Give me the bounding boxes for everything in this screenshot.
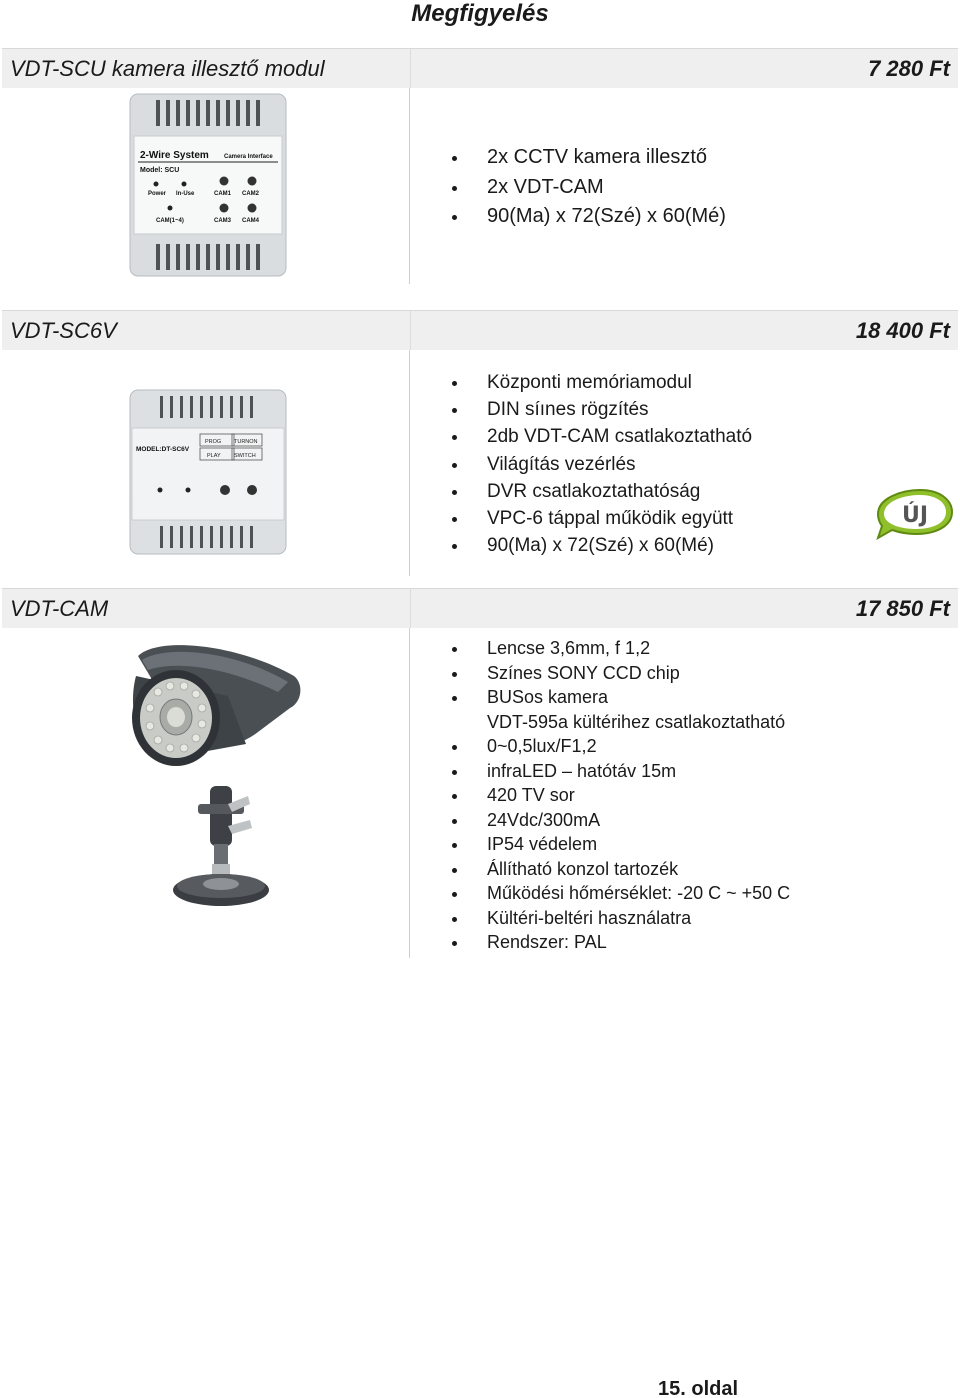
spec-item: Működési hőmérséklet: -20 C ~ +50 C <box>452 881 790 906</box>
spec-item: DIN síınes rögzítés <box>452 396 752 423</box>
spec-item: VPC-6 táppal működik együtt <box>452 505 752 532</box>
spec-item: Lencse 3,6mm, f 1,2 <box>452 636 790 661</box>
product-price: 7 280 Ft <box>868 56 950 81</box>
product-header-sc6v <box>2 310 958 350</box>
spec-item: infraLED – hatótáv 15m <box>452 759 790 784</box>
product-name: VDT-SCU kamera illesztő modul <box>10 56 325 81</box>
scu-label-cam1: CAM1 <box>214 191 232 197</box>
scu-label-cam3: CAM3 <box>214 218 232 224</box>
product-price: 17 850 Ft <box>855 596 950 621</box>
scu-module-image <box>128 92 288 278</box>
scu-label-subtitle: Camera Interface <box>224 154 273 160</box>
product-header-cam <box>2 588 958 628</box>
spec-item: Kültéri-beltéri használatra <box>452 906 790 931</box>
spec-item: 90(Ma) x 72(Szé) x 60(Mé) <box>452 202 726 232</box>
camera-image <box>118 636 308 936</box>
scu-label-inuse: In-Use <box>176 191 195 197</box>
spec-item-continued: VDT-595a kültérihez csatlakoztatható <box>487 711 786 732</box>
sc6v-label-play: PLAY <box>207 453 221 459</box>
spec-item: Állítható konzol tartozék <box>452 857 790 882</box>
product-header-scu <box>2 48 958 88</box>
new-badge-text: ÚJ <box>901 503 929 528</box>
spec-list-scu <box>452 143 726 232</box>
scu-label-camrange: CAM(1~4) <box>156 218 184 224</box>
spec-item: 2x CCTV kamera illesztő <box>452 143 726 173</box>
header-divider <box>410 49 411 88</box>
page-number: 15. oldal <box>658 1378 739 1398</box>
spec-item: 420 TV sor <box>452 783 790 808</box>
spec-item: 0~0,5lux/F1,2 <box>452 734 790 759</box>
scu-label-cam4: CAM4 <box>242 218 260 224</box>
spec-item: Színes SONY CCD chip <box>452 661 790 686</box>
spec-item: IP54 védelem <box>452 832 790 857</box>
spec-item: DVR csatlakoztathatóság <box>452 478 752 505</box>
spec-item: 2x VDT-CAM <box>452 173 726 203</box>
scu-label-model: Model: SCU <box>140 167 180 174</box>
sc6v-label-switch: SWITCH <box>234 453 256 459</box>
sc6v-label-model: MODEL:DT-SC6V <box>136 446 190 453</box>
page-title: Megfigyelés <box>411 0 549 27</box>
spec-list-cam <box>452 636 790 955</box>
column-divider <box>409 628 410 958</box>
spec-item: 2db VDT-CAM csatlakoztatható <box>452 423 752 450</box>
sc6v-label-prog: PROG <box>205 439 222 445</box>
new-badge <box>868 486 956 542</box>
spec-item: Világítás vezérlés <box>452 451 752 478</box>
scu-label-system: 2-Wire System <box>140 150 209 161</box>
column-divider <box>409 88 410 284</box>
spec-item: BUSos kamera <box>452 685 790 710</box>
scu-label-power: Power <box>148 191 167 197</box>
spec-item: 90(Ma) x 72(Szé) x 60(Mé) <box>452 532 752 559</box>
scu-label-cam2: CAM2 <box>242 191 260 197</box>
spec-list-sc6v <box>452 369 752 559</box>
product-price: 18 400 Ft <box>855 318 950 343</box>
header-divider <box>410 589 411 628</box>
sc6v-label-turnon: TURNON <box>234 439 258 445</box>
header-divider <box>410 311 411 350</box>
product-name: VDT-CAM <box>10 596 109 621</box>
column-divider <box>409 350 410 576</box>
product-name: VDT-SC6V <box>10 318 117 343</box>
spec-item: Rendszer: PAL <box>452 930 790 955</box>
sc6v-module-image <box>128 388 288 556</box>
spec-item: 24Vdc/300mA <box>452 808 790 833</box>
spec-item: Központi memóriamodul <box>452 369 752 396</box>
